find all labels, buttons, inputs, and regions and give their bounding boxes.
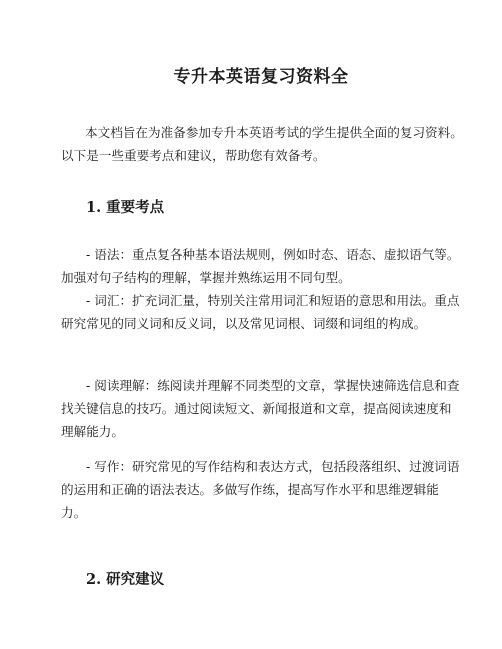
list-item-vocabulary: - 词汇：扩充词汇量，特别关注常用词汇和短语的意思和用法。重点研究常见的同义词和反义词，以及常见词根、词缀和词组的构成。 [61, 293, 460, 331]
list-item-reading: - 阅读理解：练阅读并理解不同类型的文章，掌握快速筛选信息和查找关键信息的技巧。通过阅读短文、新闻报道和文章，提高阅读速度和理解能力。 [61, 378, 460, 439]
list-item-writing: - 写作：研究常见的写作结构和表达方式，包括段落组织、过渡词语的运用和正确的语法表达。多做写作练，提高写作水平和思维逻辑能力。 [61, 459, 460, 520]
intro-paragraph: 本文档旨在为准备参加专升本英语考试的学生提供全面的复习资料。以下是一些重要考点和建议，帮助您有效备考。 [61, 125, 463, 163]
list-item-grammar: - 语法：重点复各种基本语法规则，例如时态、语态、虚拟语气等。加强对句子结构的理解，掌握并熟练运用不同句型。 [61, 247, 460, 285]
section-heading-study-advice: 2. 研究建议 [86, 571, 165, 588]
section-heading-key-points: 1. 重要考点 [86, 199, 165, 216]
document-title: 专升本英语复习资料全 [173, 67, 349, 87]
